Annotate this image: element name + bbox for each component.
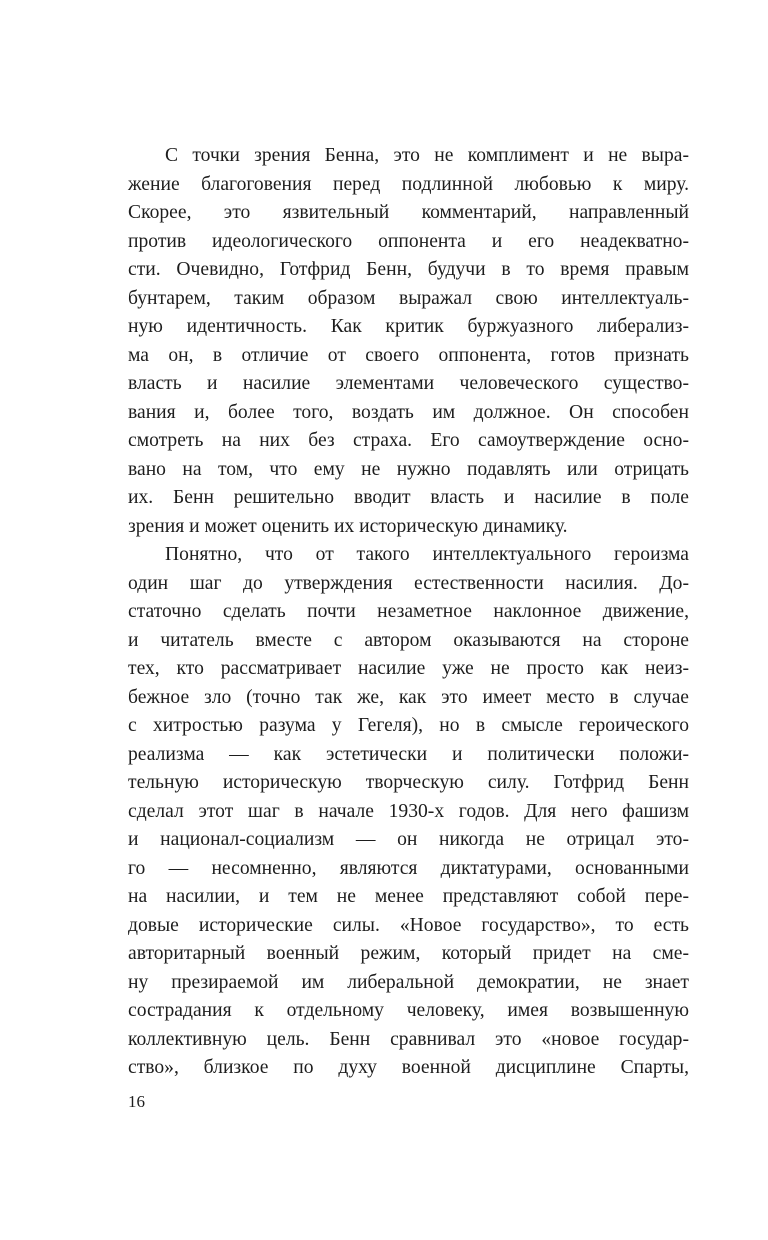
text-line: тех, кто рассматривает насилие уже не просто как неиз- (128, 658, 689, 679)
text-line: реализма — как эстетически и политически положи- (128, 743, 689, 765)
text-line: жение благоговения перед подлинной любовью к миру. (128, 173, 689, 195)
text-line: ну презираемой им либеральной демократии, не знает (128, 971, 689, 993)
text-line: вано на том, что ему не нужно подавлять или отрицать (128, 458, 689, 480)
text-line: ство», близкое по духу военной дисциплине Спарты, (128, 1057, 689, 1078)
text-line: тельную историческую творческую силу. Готфрид Бенн (128, 772, 689, 793)
paragraph (128, 142, 689, 541)
text-line: и читатель вместе с автором оказываются на стороне (128, 629, 689, 651)
page-number: 16 (128, 1092, 145, 1111)
text-line: Скорее, это язвительный комментарий, направленный (128, 202, 689, 223)
text-line: коллективную цель. Бенн сравнивал это «новое государ- (128, 1028, 689, 1050)
text-line: зрения и может оценить их историческую динамику. (128, 515, 568, 537)
text-line: статочно сделать почти незаметное наклонное движение, (128, 601, 689, 622)
text-line: ную идентичность. Как критик буржуазного либерализ- (128, 316, 689, 337)
paragraph (128, 541, 689, 1083)
text-line: и национал-социализм — он никогда не отрицал это- (128, 829, 689, 850)
text-line: го — несомненно, являются диктатурами, основанными (128, 857, 689, 879)
text-line: сти. Очевидно, Готфрид Бенн, будучи в то время правым (128, 259, 689, 280)
text-line: на насилии, и тем не менее представляют собой пере- (128, 886, 689, 907)
text-line: сострадания к отдельному человеку, имея возвышенную (128, 1000, 689, 1021)
text-line: довые исторические силы. «Новое государство», то есть (128, 914, 689, 936)
text-line: смотреть на них без страха. Его самоутверждение осно- (128, 430, 689, 451)
text-line: один шаг до утверждения естественности насилия. До- (128, 572, 689, 594)
text-line: против идеологического оппонента и его неадекватно- (128, 230, 689, 252)
text-line: ма он, в отличие от своего оппонента, готов признать (128, 344, 689, 366)
text-line: Понятно, что от такого интеллектуального героизма (165, 544, 689, 565)
text-block (128, 142, 689, 1083)
text-line: С точки зрения Бенна, это не комплимент и не выра- (165, 145, 689, 166)
text-line: бежное зло (точно так же, как это имеет место в случае (128, 686, 689, 708)
text-line: бунтарем, таким образом выражал свою интеллектуаль- (128, 287, 689, 309)
text-line: вания и, более того, воздать им должное. Он способен (128, 401, 689, 423)
text-line: с хитростью разума у Гегеля), но в смысле героического (128, 715, 689, 736)
text-line: авторитарный военный режим, который придет на сме- (128, 943, 689, 964)
text-line: власть и насилие элементами человеческого существо- (128, 373, 689, 394)
text-line: их. Бенн решительно вводит власть и насилие в поле (128, 487, 689, 508)
text-line: сделал этот шаг в начале 1930-х годов. Для него фашизм (128, 800, 689, 822)
